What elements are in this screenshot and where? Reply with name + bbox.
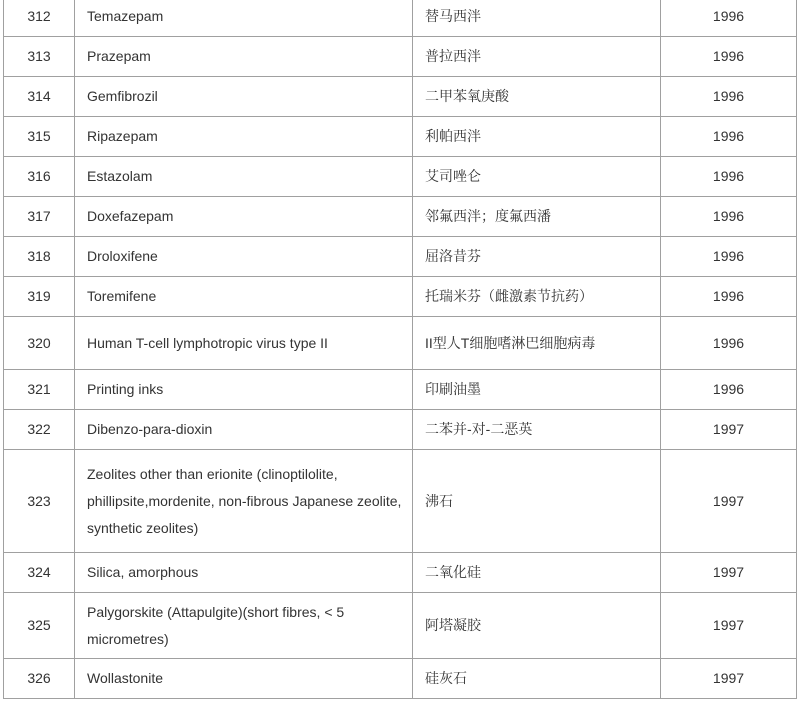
table-row: [4, 157, 797, 197]
row-number-cell: 325: [4, 593, 75, 659]
table-row: [4, 77, 797, 117]
chinese-name-cell: 印刷油墨: [413, 370, 661, 410]
table-row: [4, 117, 797, 157]
table-row: [4, 450, 797, 553]
row-number-cell: 323: [4, 450, 75, 553]
chinese-name-cell: 托瑞米芬（雌激素节抗药）: [413, 277, 661, 317]
row-number-cell: 317: [4, 197, 75, 237]
row-number-cell: 320: [4, 317, 75, 370]
table-row: [4, 593, 797, 659]
english-name-cell: Human T-cell lymphotropic virus type II: [75, 317, 413, 370]
chinese-name-cell: 屈洛昔芬: [413, 237, 661, 277]
english-name-cell: Toremifene: [75, 277, 413, 317]
year-cell: 1996: [661, 317, 797, 370]
year-cell: 1997: [661, 450, 797, 553]
chinese-name-cell: 二苯并-对-二恶英: [413, 410, 661, 450]
year-cell: 1996: [661, 370, 797, 410]
chinese-name-cell: 艾司唑仑: [413, 157, 661, 197]
chinese-name-cell: 二甲苯氧庚酸: [413, 77, 661, 117]
year-cell: 1996: [661, 197, 797, 237]
chinese-name-cell: 硅灰石: [413, 659, 661, 699]
row-number-cell: 315: [4, 117, 75, 157]
year-cell: 1997: [661, 553, 797, 593]
year-cell: 1996: [661, 0, 797, 37]
row-number-cell: 322: [4, 410, 75, 450]
year-cell: 1996: [661, 117, 797, 157]
row-number-cell: 316: [4, 157, 75, 197]
year-cell: 1996: [661, 77, 797, 117]
english-name-cell: Doxefazepam: [75, 197, 413, 237]
table-row: [4, 197, 797, 237]
year-cell: 1996: [661, 277, 797, 317]
english-name-cell: Gemfibrozil: [75, 77, 413, 117]
year-cell: 1997: [661, 410, 797, 450]
english-name-cell: Printing inks: [75, 370, 413, 410]
english-name-cell: Droloxifene: [75, 237, 413, 277]
english-name-cell: Zeolites other than erionite (clinoptilolite, phillipsite,mordenite, non-fibrous Japanese zeolite, synthetic zeolites): [75, 450, 413, 553]
chinese-name-cell: 邻氟西泮；度氟西潘: [413, 197, 661, 237]
table-row: [4, 659, 797, 699]
chinese-name-cell: 沸石: [413, 450, 661, 553]
row-number-cell: 314: [4, 77, 75, 117]
chinese-name-cell: II型人T细胞嗜淋巴细胞病毒: [413, 317, 661, 370]
table-row: [4, 553, 797, 593]
row-number-cell: 326: [4, 659, 75, 699]
row-number-cell: 312: [4, 0, 75, 37]
english-name-cell: Temazepam: [75, 0, 413, 37]
chinese-name-cell: 利帕西泮: [413, 117, 661, 157]
row-number-cell: 321: [4, 370, 75, 410]
table-row: [4, 370, 797, 410]
carcinogen-list-table: [3, 0, 797, 699]
row-number-cell: 319: [4, 277, 75, 317]
english-name-cell: Wollastonite: [75, 659, 413, 699]
table-row: [4, 0, 797, 37]
row-number-cell: 318: [4, 237, 75, 277]
english-name-cell: Estazolam: [75, 157, 413, 197]
chinese-name-cell: 普拉西泮: [413, 37, 661, 77]
english-name-cell: Dibenzo-para-dioxin: [75, 410, 413, 450]
table-row: [4, 237, 797, 277]
english-name-cell: Silica, amorphous: [75, 553, 413, 593]
chinese-name-cell: 阿塔凝胶: [413, 593, 661, 659]
row-number-cell: 324: [4, 553, 75, 593]
row-number-cell: 313: [4, 37, 75, 77]
year-cell: 1997: [661, 659, 797, 699]
year-cell: 1996: [661, 157, 797, 197]
year-cell: 1996: [661, 37, 797, 77]
table-row: [4, 317, 797, 370]
english-name-cell: Palygorskite (Attapulgite)(short fibres, < 5 micrometres): [75, 593, 413, 659]
chinese-name-cell: 二氧化硅: [413, 553, 661, 593]
year-cell: 1996: [661, 237, 797, 277]
english-name-cell: Ripazepam: [75, 117, 413, 157]
carcinogen-list-table-container: [3, 0, 796, 699]
table-row: [4, 410, 797, 450]
year-cell: 1997: [661, 593, 797, 659]
table-row: [4, 277, 797, 317]
chinese-name-cell: 替马西泮: [413, 0, 661, 37]
english-name-cell: Prazepam: [75, 37, 413, 77]
table-row: [4, 37, 797, 77]
